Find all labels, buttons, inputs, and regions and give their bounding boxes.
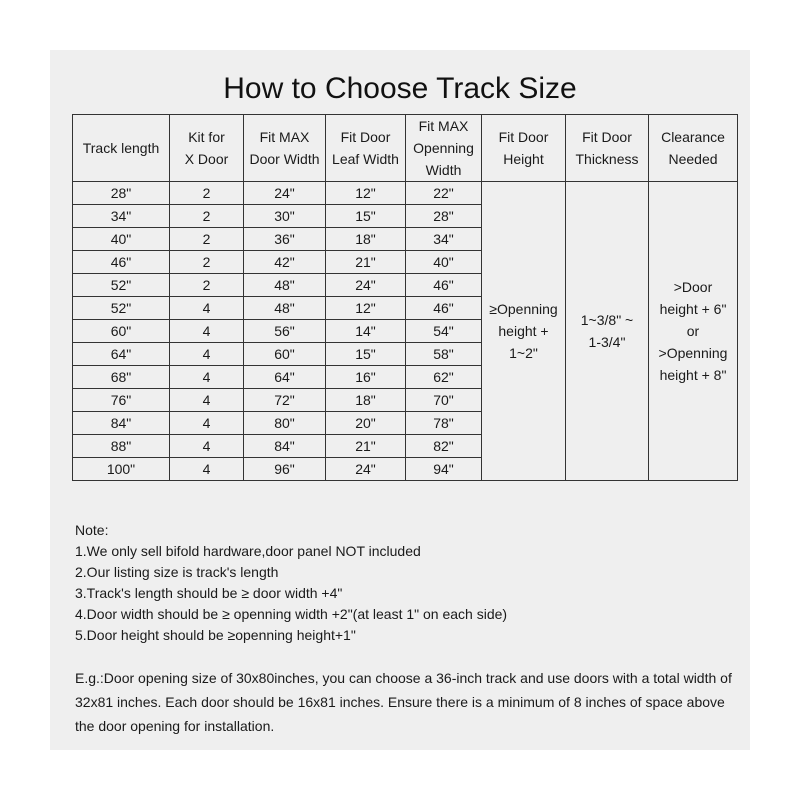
merged-cell-text: height + bbox=[498, 323, 549, 339]
header-track-length bbox=[73, 115, 170, 182]
header-text: Fit MAX bbox=[418, 118, 469, 134]
table-body bbox=[73, 182, 738, 481]
table-cell: 60" bbox=[244, 343, 326, 366]
table-cell: 70" bbox=[406, 389, 482, 412]
table-cell: 40" bbox=[406, 251, 482, 274]
header-fit-max-openning-width bbox=[406, 115, 482, 182]
table-cell: 4 bbox=[170, 343, 244, 366]
note-item: 4.Door width should be ≥ openning width +2"(at least 1" on each side) bbox=[75, 606, 508, 622]
merged-cell-text: >Door bbox=[673, 279, 713, 295]
table-cell: 80" bbox=[244, 412, 326, 435]
table-cell: 24" bbox=[326, 458, 406, 481]
table-cell: 48" bbox=[244, 297, 326, 320]
table-cell: 54" bbox=[406, 320, 482, 343]
table-cell: 14" bbox=[326, 320, 406, 343]
table-cell: 2 bbox=[170, 274, 244, 297]
table-cell: 64" bbox=[73, 343, 170, 366]
table-cell: 21" bbox=[326, 435, 406, 458]
table-cell: 15" bbox=[326, 205, 406, 228]
size-chart-card bbox=[50, 50, 750, 750]
note-item: 2.Our listing size is track's length bbox=[75, 564, 279, 580]
header-fit-door-leaf-width bbox=[326, 115, 406, 182]
table-cell: 94" bbox=[406, 458, 482, 481]
table-cell: 64" bbox=[244, 366, 326, 389]
note-item: 3.Track's length should be ≥ door width +4" bbox=[75, 585, 343, 601]
header-text: Width bbox=[425, 162, 462, 178]
table-cell: 36" bbox=[244, 228, 326, 251]
table-cell: 100" bbox=[73, 458, 170, 481]
header-fit-door-thickness bbox=[566, 115, 649, 182]
page-title: How to Choose Track Size bbox=[223, 72, 577, 105]
table-cell: 76" bbox=[73, 389, 170, 412]
notes-heading: Note: bbox=[75, 522, 109, 538]
header-text: Openning bbox=[413, 140, 474, 156]
table-cell: 2 bbox=[170, 251, 244, 274]
merged-cell-text: 1-3/4" bbox=[588, 334, 626, 350]
table-cell: 4 bbox=[170, 320, 244, 343]
table-cell: 78" bbox=[406, 412, 482, 435]
table-cell: 48" bbox=[244, 274, 326, 297]
table-cell: 28" bbox=[406, 205, 482, 228]
table-cell: 60" bbox=[73, 320, 170, 343]
table-cell: 4 bbox=[170, 366, 244, 389]
notes-section bbox=[75, 520, 735, 646]
table-cell: 24" bbox=[244, 182, 326, 205]
merged-cell-text: 1~3/8" ~ bbox=[580, 312, 634, 328]
table-cell: 40" bbox=[73, 228, 170, 251]
clearance-value bbox=[649, 182, 738, 481]
table-cell: 30" bbox=[244, 205, 326, 228]
table-cell: 34" bbox=[73, 205, 170, 228]
header-text: X Door bbox=[184, 151, 229, 167]
table-cell: 58" bbox=[406, 343, 482, 366]
table-cell: 12" bbox=[326, 182, 406, 205]
table-cell: 15" bbox=[326, 343, 406, 366]
table-cell: 4 bbox=[170, 297, 244, 320]
table-cell: 96" bbox=[244, 458, 326, 481]
header-clearance-needed bbox=[649, 115, 738, 182]
table-cell: 18" bbox=[326, 389, 406, 412]
note-item: 1.We only sell bifold hardware,door panel NOT included bbox=[75, 543, 421, 559]
header-text: Fit Door bbox=[582, 129, 632, 145]
table-cell: 82" bbox=[406, 435, 482, 458]
table-cell: 84" bbox=[244, 435, 326, 458]
table-header-row bbox=[73, 115, 738, 182]
merged-cell-text: height + 6" bbox=[659, 301, 727, 317]
table-cell: 28" bbox=[73, 182, 170, 205]
track-size-table bbox=[72, 114, 738, 481]
header-text: Clearance bbox=[661, 129, 725, 145]
table-cell: 4 bbox=[170, 389, 244, 412]
header-text: Thickness bbox=[575, 151, 639, 167]
header-text: Fit Door bbox=[498, 129, 549, 145]
merged-cell-text: 1~2" bbox=[509, 345, 538, 361]
table-cell: 2 bbox=[170, 182, 244, 205]
table-cell: 22" bbox=[406, 182, 482, 205]
table-cell: 2 bbox=[170, 205, 244, 228]
table-cell: 18" bbox=[326, 228, 406, 251]
note-item: 5.Door height should be ≥openning height+1" bbox=[75, 627, 356, 643]
table-cell: 20" bbox=[326, 412, 406, 435]
table-cell: 46" bbox=[73, 251, 170, 274]
header-text: Leaf Width bbox=[332, 151, 399, 167]
table-cell: 84" bbox=[73, 412, 170, 435]
table-cell: 46" bbox=[406, 297, 482, 320]
table-cell: 4 bbox=[170, 412, 244, 435]
header-text: Kit for bbox=[188, 129, 225, 145]
header-fit-door-height bbox=[482, 115, 566, 182]
table-cell: 42" bbox=[244, 251, 326, 274]
table-cell: 2 bbox=[170, 228, 244, 251]
header-text: Fit Door bbox=[340, 129, 391, 145]
header-text: Track length bbox=[82, 140, 160, 156]
table-cell: 62" bbox=[406, 366, 482, 389]
table-cell: 24" bbox=[326, 274, 406, 297]
table-cell: 72" bbox=[244, 389, 326, 412]
door-height-value bbox=[482, 182, 566, 481]
table-cell: 88" bbox=[73, 435, 170, 458]
table-cell: 21" bbox=[326, 251, 406, 274]
header-text: Height bbox=[503, 151, 544, 167]
header-kit-for-x-door bbox=[170, 115, 244, 182]
table-cell: 52" bbox=[73, 274, 170, 297]
table-cell: 4 bbox=[170, 458, 244, 481]
table-cell: 52" bbox=[73, 297, 170, 320]
table-cell: 56" bbox=[244, 320, 326, 343]
header-fit-max-door-width bbox=[244, 115, 326, 182]
door-thickness-value bbox=[566, 182, 649, 481]
header-text: Door Width bbox=[249, 151, 320, 167]
header-text: Needed bbox=[668, 151, 718, 167]
table-cell: 34" bbox=[406, 228, 482, 251]
merged-cell-text: or bbox=[686, 323, 700, 339]
merged-cell-text: ≥Openning bbox=[489, 301, 558, 317]
example-paragraph: E.g.:Door opening size of 30x80inches, you can choose a 36-inch track and use doors with a total width of 32x81 inches. Each door should be 16x81 inches. Ensure there is a minimum of 8 inches of space above the door opening for installation. bbox=[75, 670, 732, 734]
table-cell: 4 bbox=[170, 435, 244, 458]
table-row bbox=[73, 182, 738, 205]
table-cell: 16" bbox=[326, 366, 406, 389]
header-text: Fit MAX bbox=[259, 129, 310, 145]
table-cell: 12" bbox=[326, 297, 406, 320]
merged-cell-text: >Openning bbox=[658, 345, 728, 361]
table-cell: 68" bbox=[73, 366, 170, 389]
merged-cell-text: height + 8" bbox=[659, 367, 727, 383]
table-cell: 46" bbox=[406, 274, 482, 297]
